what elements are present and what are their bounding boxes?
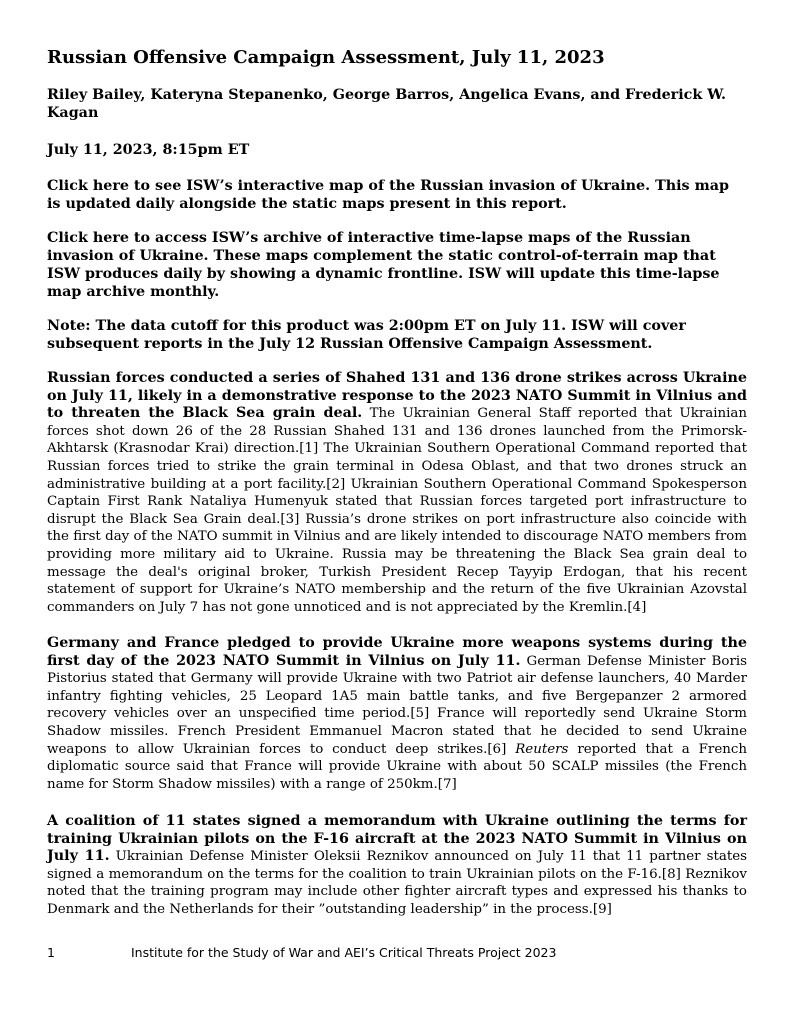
footer-text: Institute for the Study of War and AEI’s Critical Threats Project 2023 <box>131 945 557 960</box>
paragraph-body: The Ukrainian General Staff reported that Ukrainian forces shot down 26 of the 28 Russian Shahed 131 and 136 drones launched from the Primorsk-Akhtarsk (Krasnodar Krai) direction.[1] The Ukrainian Southern Operational Command reported that Russian forces tried to strike the grain terminal in Odesa Oblast, and that two drones struck an administrative building at a port facility.[2] Ukrainian Southern Operational Command Spokesperson Captain First Rank Nataliya Humenyuk stated that Russian forces targeted port infrastructure to disrupt the Black Sea Grain deal.[3] Russia’s drone strikes on port infrastructure also coincide with the first day of the NATO summit in Vilnius and are likely intended to discourage NATO members from providing more military aid to Ukraine. Russia may be threatening the Black Sea grain deal to message the deal's original broker, Turkish President Recep Tayyip Erdogan, that his recent statement of support for Ukraine’s NATO membership and the return of the five Ukrainian Azovstal commanders on July 7 has not gone unnoticed and is not appreciated by the Kremlin.[4] <box>47 406 747 615</box>
paragraph-body-continued: reported that a French diplomatic source said that France will provide Ukraine with about 50 SCALP missiles (the French name for Storm Shadow missiles) with a range of 250km.[7] <box>47 741 748 792</box>
paragraph-lead: Russian forces conducted a series of Shahed 131 and 136 drone strikes across Ukraine on July 11, likely in a demonstrative response to the 2023 NATO Summit in Vilnius and to threaten the Black Sea grain deal. <box>47 370 747 422</box>
paragraph-f16-coalition <box>47 813 747 919</box>
paragraph-lead: A coalition of 11 states signed a memorandum with Ukraine outlining the terms for training Ukrainian pilots on the F-16 aircraft at the 2023 NATO Summit in Vilnius on July 11. <box>47 813 747 865</box>
interactive-map-link[interactable]: Click here to see ISW’s interactive map of the Russian invasion of Ukraine. This map is updated daily alongside the static maps present in this report. <box>47 178 729 212</box>
report-dateline: July 11, 2023, 8:15pm ET <box>47 142 250 158</box>
source-name: Reuters <box>515 741 569 757</box>
timelapse-archive-link[interactable]: Click here to access ISW’s archive of interactive time-lapse maps of the Russian invasion of Ukraine. These maps complement the static control-of-terrain map that ISW produces daily by showing a dynamic frontline. ISW will update this time-lapse map archive monthly. <box>47 230 720 300</box>
page-footer <box>47 944 747 964</box>
paragraph-body: Ukrainian Defense Minister Oleksii Reznikov announced on July 11 that 11 partner states signed a memorandum on the terms for the coalition to train Ukrainian pilots on the F-16.[8] Reznikov noted that the training program may include other fighter aircraft types and expressed his thanks to Denmark and the Netherlands for their ”outstanding leadership” in the process.[9] <box>47 849 748 917</box>
author-list: Riley Bailey, Kateryna Stepanenko, George Barros, Angelica Evans, and Frederick W. Kagan <box>47 87 727 121</box>
page-number: 1 <box>47 945 55 960</box>
report-title: Russian Offensive Campaign Assessment, July 11, 2023 <box>47 47 605 68</box>
data-cutoff-note: Note: The data cutoff for this product was 2:00pm ET on July 11. ISW will cover subsequent reports in the July 12 Russian Offensive Campaign Assessment. <box>47 318 686 352</box>
paragraph-drone-strikes <box>47 370 747 616</box>
paragraph-body: German Defense Minister Boris Pistorius stated that Germany will provide Ukraine with two Patriot air defense launchers, 40 Marder infantry fighting vehicles, 25 Leopard 1A5 main battle tanks, and five Bergepanzer 2 armored recovery vehicles over an unspecified time period.[5] France will reportedly send Ukraine Storm Shadow missiles. French President Emmanuel Macron stated that he decided to send Ukraine weapons to allow Ukrainian forces to conduct deep strikes.[6] <box>47 653 747 757</box>
paragraph-lead: Germany and France pledged to provide Ukraine more weapons systems during the first day of the 2023 NATO Summit in Vilnius on July 11. <box>47 635 747 669</box>
paragraph-weapons-pledges <box>47 635 747 793</box>
